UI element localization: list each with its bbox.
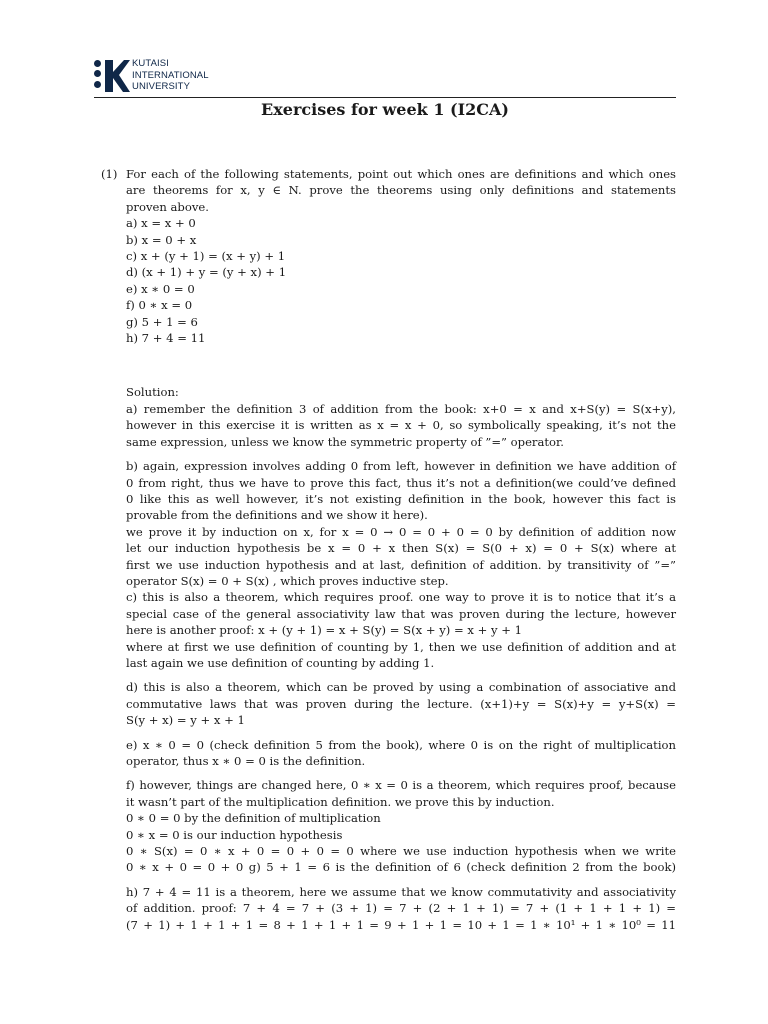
- solution-line: however in this exercise it is written as x = x + 0, so symbolically speaking, it’s not the: [126, 418, 676, 433]
- logo-line-2: INTERNATIONAL: [132, 69, 209, 81]
- statement-item: a) x = x + 0: [126, 216, 196, 231]
- solution-line: it wasn’t part of the multiplication definition. we prove this by induction.: [126, 794, 555, 809]
- logo-line-3: UNIVERSITY: [132, 81, 191, 92]
- solution-line: first we use induction hypothesis and at last, definition of addition. by transitivity of ”=”: [126, 557, 676, 572]
- statement-item: f) 0 ∗ x = 0: [126, 298, 193, 313]
- solution-line: 0 from right, thus we have to prove this fact, thus it’s not a definition(we could’ve defined: [126, 475, 676, 490]
- solution-a: [126, 401, 676, 450]
- solution-line: operator S(x) = 0 + S(x) , which proves inductive step.: [126, 573, 449, 588]
- page-title: Exercises for week 1 (I2CA): [261, 100, 509, 119]
- solution-line: d) this is also a theorem, which can be proved by using a combination of associative and: [126, 680, 676, 695]
- solution-line: a) remember the definition 3 of addition from the book: x+0 = x and x+S(y) = S(x+y),: [126, 401, 676, 416]
- solution-line: last again we use definition of counting by adding 1.: [126, 655, 435, 670]
- solution-line: same expression, unless we know the symmetric property of ”=” operator.: [126, 434, 564, 449]
- logo-mark-icon: [94, 58, 134, 94]
- statement-item: h) 7 + 4 = 11: [126, 331, 206, 346]
- solution-e: [126, 737, 676, 770]
- solution-line: where at first we use definition of counting by 1, then we use definition of addition and at: [126, 639, 676, 654]
- solution-line: 0 like this as well however, it’s not existing definition in the book, however this fact is: [126, 491, 676, 506]
- intro-line: For each of the following statements, point out which ones are definitions and which ones: [126, 167, 676, 181]
- solution-line: we prove it by induction on x, for x = 0 → 0 = 0 + 0 = 0 by definition of addition now: [126, 524, 676, 539]
- statement-item: b) x = 0 + x: [126, 232, 197, 247]
- solution-line: h) 7 + 4 = 11 is a theorem, here we assume that we know commutativity and associativity: [126, 884, 676, 899]
- solution-d: [126, 679, 676, 728]
- solution-line: 0 ∗ x = 0 is our induction hypothesis: [126, 827, 343, 842]
- solution-line: 0 ∗ x + 0 = 0 + 0 g) 5 + 1 = 6 is the definition of 6 (check definition 2 from the book): [126, 860, 676, 875]
- solution-line: operator, thus x ∗ 0 = 0 is the definition.: [126, 754, 366, 768]
- solution-line: 0 ∗ 0 = 0 by the definition of multiplication: [126, 811, 381, 826]
- solution-c: [126, 589, 676, 671]
- solution-heading: Solution:: [126, 385, 179, 400]
- document-body: [101, 166, 676, 933]
- intro-line: proven above.: [126, 199, 209, 214]
- problem-1: [101, 166, 676, 933]
- statement-item: c) x + (y + 1) = (x + y) + 1: [126, 249, 286, 264]
- solution-line: e) x ∗ 0 = 0 (check definition 5 from the book), where 0 is on the right of multiplication: [126, 737, 676, 752]
- statement-item: g) 5 + 1 = 6: [126, 314, 198, 329]
- solution-line: (7 + 1) + 1 + 1 + 1 = 8 + 1 + 1 + 1 = 9 + 1 + 1 = 10 + 1 = 1 ∗ 10¹ + 1 ∗ 10⁰ = 11: [126, 917, 676, 932]
- solution-b: [126, 458, 676, 589]
- university-logo: [94, 58, 234, 94]
- intro-line: are theorems for x, y ∈ N. prove the theorems using only definitions and statements: [126, 183, 676, 198]
- solution-line: c) this is also a theorem, which requires proof. one way to prove it is to notice that it’s a: [126, 590, 676, 605]
- logo-line-1: KUTAISI: [132, 58, 169, 69]
- solution-line: of addition. proof: 7 + 4 = 7 + (3 + 1) = 7 + (2 + 1 + 1) = 7 + (1 + 1 + 1 + 1) =: [126, 901, 676, 916]
- solution-h: [126, 884, 676, 933]
- solution-line: here is another proof: x + (y + 1) = x + S(y) = S(x + y) = x + y + 1: [126, 623, 523, 638]
- solution-line: provable from the definitions and we show it here).: [126, 508, 428, 523]
- header-rule: [94, 97, 676, 98]
- solution-line: f) however, things are changed here, 0 ∗ x = 0 is a theorem, which requires proof, because: [126, 778, 676, 793]
- logo-text: [132, 58, 209, 93]
- solution-line: S(y + x) = y + x + 1: [126, 713, 245, 728]
- statement-item: d) (x + 1) + y = (y + x) + 1: [126, 265, 287, 280]
- solution-line: let our induction hypothesis be x = 0 + x then S(x) = S(0 + x) = 0 + S(x) where at: [126, 541, 676, 556]
- solution-line: special case of the general associativity law that was proven during the lecture, however: [126, 606, 676, 621]
- solution-f: [126, 777, 676, 875]
- solution-line: b) again, expression involves adding 0 from left, however in definition we have addition of: [126, 459, 676, 474]
- solution-line: commutative laws that was proven during the lecture. (x+1)+y = S(x)+y = y+S(x) =: [126, 696, 676, 711]
- solution-line: 0 ∗ S(x) = 0 ∗ x + 0 = 0 + 0 = 0 where we use induction hypothesis when we write: [126, 844, 676, 859]
- problem-number: (1): [101, 167, 118, 181]
- statement-item: e) x ∗ 0 = 0: [126, 281, 195, 296]
